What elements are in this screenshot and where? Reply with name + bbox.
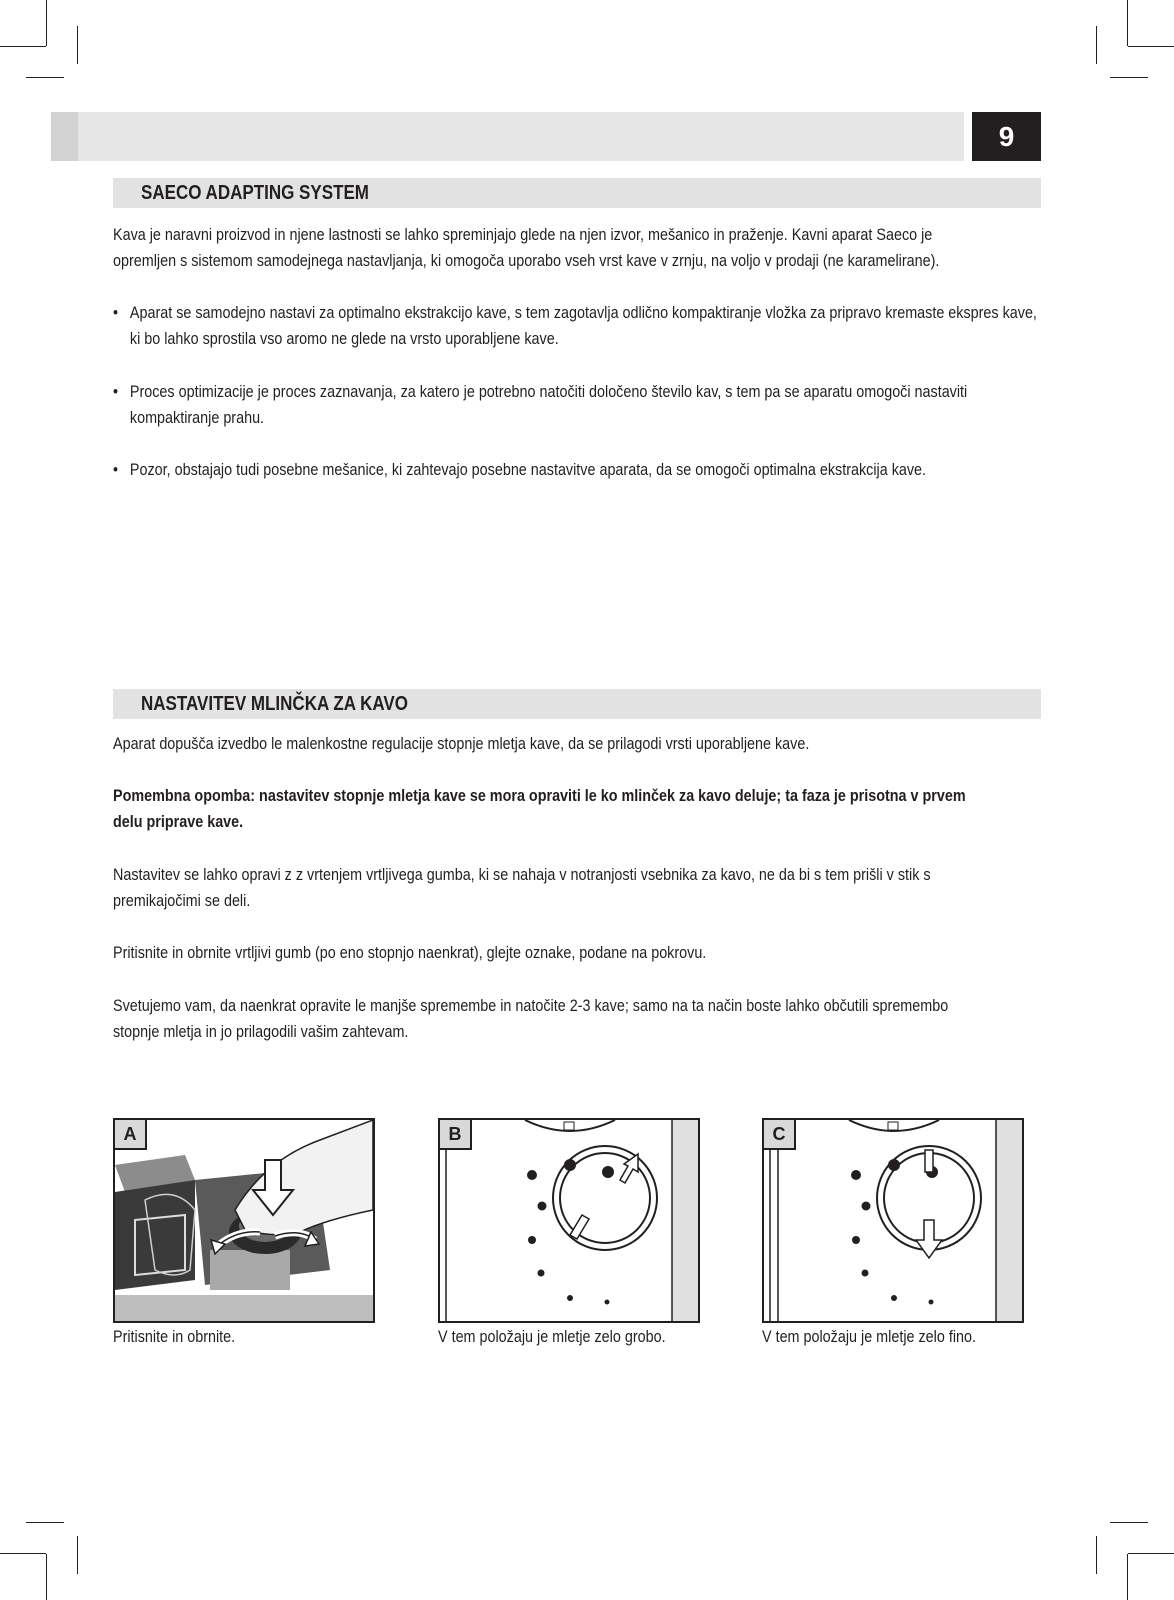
section-title: NASTAVITEV MLINČKA ZA KAVO [141, 693, 408, 715]
list-item-text: Pozor, obstajajo tudi posebne mešanice, ki zahtevajo posebne nastavitve aparata, da se omogoči optimalna ekstrakcija kave. [129, 460, 927, 479]
figure-c [762, 1118, 1024, 1323]
crop-mark [46, 0, 47, 46]
crop-mark [1110, 77, 1148, 78]
grinder-knob-illustration [115, 1120, 373, 1321]
figure-caption: Pritisnite in obrnite. [113, 1327, 236, 1346]
figure-label: C [764, 1120, 796, 1150]
section-title: SAECO ADAPTING SYSTEM [141, 182, 369, 204]
page-number: 9 [972, 112, 1041, 161]
paragraph: Aparat dopušča izvedbo le malenkostne regulacije stopnje mletja kave, da se prilagodi vrsti uporabljene kave. [113, 734, 810, 753]
figure-caption: V tem položaju je mletje zelo fino. [762, 1327, 976, 1346]
crop-mark [1096, 1536, 1097, 1574]
crop-mark [1127, 1554, 1128, 1600]
crop-mark [26, 77, 64, 78]
crop-mark [1128, 1553, 1174, 1554]
figure-a [113, 1118, 375, 1323]
list-item-text: Proces optimizacije je proces zaznavanja, za katero je potrebno natočiti določeno število kav, s tem pa se aparatu omogoči nastaviti kompaktiranje prahu. [129, 382, 968, 427]
figure-label: A [115, 1120, 147, 1150]
crop-mark [0, 46, 46, 47]
paragraph: Pritisnite in obrnite vrtljivi gumb (po eno stopnjo naenkrat), glejte oznake, podane na pokrovu. [113, 943, 707, 962]
figure-caption: V tem položaju je mletje zelo grobo. [438, 1327, 666, 1346]
crop-mark [46, 1554, 47, 1600]
crop-mark [77, 26, 78, 64]
section-heading-saeco [113, 178, 1041, 208]
bullet-icon: • [113, 382, 119, 401]
bullet-icon: • [113, 460, 119, 479]
section-heading-grinder [113, 689, 1041, 719]
grinder-dial-coarse-illustration [440, 1120, 698, 1321]
bullet-icon: • [113, 303, 119, 322]
crop-mark [0, 1553, 46, 1554]
crop-mark [1128, 46, 1174, 47]
header-bar-accent [51, 112, 78, 161]
intro-paragraph: Kava je naravni proizvod in njene lastnosti se lahko spreminjajo glede na njen izvor, mešanico in praženje. Kavni aparat Saeco je opremljen s sistemom samodejnega nastavljanja, ki omogoča uporabo vseh vrst kave v zrnju, na voljo v prodaji (ne karamelirane). [113, 225, 940, 270]
figure-label: B [440, 1120, 472, 1150]
crop-mark [77, 1536, 78, 1574]
crop-mark [1110, 1522, 1148, 1523]
list-item-text: Aparat se samodejno nastavi za optimalno ekstrakcijo kave, s tem zagotavlja odlično kompaktiranje vložka za pripravo kremaste ekspres kave, ki bo lahko sprostila vso aromo ne glede na vrsto uporabljene kave. [129, 303, 1037, 348]
header-bar [51, 112, 964, 161]
figure-b [438, 1118, 700, 1323]
paragraph: Nastavitev se lahko opravi z z vrtenjem vrtljivega gumba, ki se nahaja v notranjosti vsebnika za kavo, ne da bi s tem prišli v stik s premikajočimi se deli. [113, 865, 931, 910]
crop-mark [26, 1522, 64, 1523]
crop-mark [1096, 26, 1097, 64]
paragraph: Svetujemo vam, da naenkrat opravite le manjše spremembe in natočite 2-3 kave; samo na ta način boste lahko občutili spremembo stopnje mletja in jo prilagodili vašim zahtevam. [113, 996, 949, 1041]
grinder-dial-fine-illustration [764, 1120, 1022, 1321]
important-note: Pomembna opomba: nastavitev stopnje mletja kave se mora opraviti le ko mlinček za kavo deluje; ta faza je prisotna v prvem delu priprave kave. [113, 786, 966, 831]
crop-mark [1127, 0, 1128, 46]
